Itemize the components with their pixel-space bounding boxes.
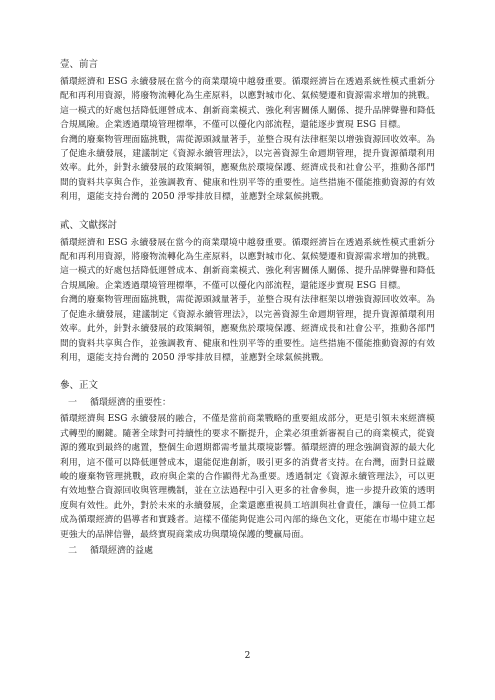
paragraph: 循環經濟和 ESG 永續發展在當今的商業環境中越發重要。循環經濟旨在透過系統性模式重新分配和再利用資源，將廢物流轉化為生產原料，以應對城市化、氣候變遷和資源需求增加的挑戰。這一模式的好處包括降低運營成本、創新商業模式、強化利害關係人關係、提升品牌聲譽和降低合規風險。企業透過環境管理標準，不僅可以優化內部流程，還能逐步實現 ESG 目標。 [60,237,435,291]
section-heading: 參、正文 [60,380,99,392]
subheading-title: 循環經濟的益處 [90,545,154,556]
section-heading: 壹、前言 [60,59,99,70]
page-number: 2 [244,651,251,661]
paragraph: 台灣的廢棄物管理面臨挑戰，需從源頭減量著手，並整合現有法律框架以增強資源回收效率。為了促進永續發展，建議制定《資源永續管理法》，以完善資源生命週期管理，提升資源循環利用效率。此外，針對永續發展的政策綱領，應聚焦於環境保護、經濟成長和社會公平，推動各部門間的資料共享與合作，並強調教育、健康和性別平等的重要性。這些措施不僅能推動資源的有效利用，還能支持台灣的 2050 淨零排放目標，並應對全球氣候挑戰。 [60,134,435,203]
subheading-title: 循環經濟的重要性： [90,398,172,409]
subheading-number: 一 [68,398,78,409]
subheading [60,396,435,410]
section-heading: 貳、文獻探討 [60,219,118,231]
subheading [60,544,435,558]
subheading-number: 二 [68,545,78,556]
document-body [60,58,435,560]
paragraph: 循環經濟與 ESG 永續發展的融合，不僅是當前商業戰略的重要組成部分，更是引領未來經濟模式轉型的關鍵。隨著全球對可持續性的要求不斷提升，企業必須重新審視自己的商業模式，從資源的獲取到最終的處置，整個生命週期都需考量其環境影響。循環經濟的理念強調資源的最大化利用，這不僅可以降低運營成本，還能促進創新，吸引更多的消費者支持。在台灣，面對日益嚴峻的廢棄物管理挑戰，政府與企業的合作顯得尤為重要。透過制定《資源永續管理法》，可以更有效地整合資源回收與管理機制，並在立法過程中引入更多的社會參與，進一步提升政策的透明度與有效性。此外，對於未來的永續發展，企業還應重視員工培訓與社會責任，讓每一位員工都成為循環經濟的倡導者和實踐者。這樣不僅能夠促進公司內部的綠色文化，更能在市場中建立起更強大的品牌信譽，最終實現商業成功與環境保護的雙贏局面。 [60,414,435,540]
paragraph: 台灣的廢棄物管理面臨挑戰，需從源頭減量著手，並整合現有法律框架以增強資源回收效率。為了促進永續發展，建議制定《資源永續管理法》，以完善資源生命週期管理，提升資源循環利用效率。此外，針對永續發展的政策綱領，應聚焦於環境保護、經濟成長和社會公平，推動各部門間的資料共享與合作，並強調教育、健康和性別平等的重要性。這些措施不僅能推動資源的有效利用，還能支持台灣的 2050 淨零排放目標，並應對全球氣候挑戰。 [60,295,435,363]
paragraph: 循環經濟和 ESG 永續發展在當今的商業環境中越發重要。循環經濟旨在透過系統性模式重新分配和再利用資源，將廢物流轉化為生產原料，以應對城市化、氣候變遷和資源需求增加的挑戰。這一模式的好處包括降低運營成本、創新商業模式、強化利害關係人關係、提升品牌聲譽和降低合規風險。企業透過環境管理標準，不僅可以優化內部流程，還能逐步實現 ESG 目標。 [60,77,435,131]
